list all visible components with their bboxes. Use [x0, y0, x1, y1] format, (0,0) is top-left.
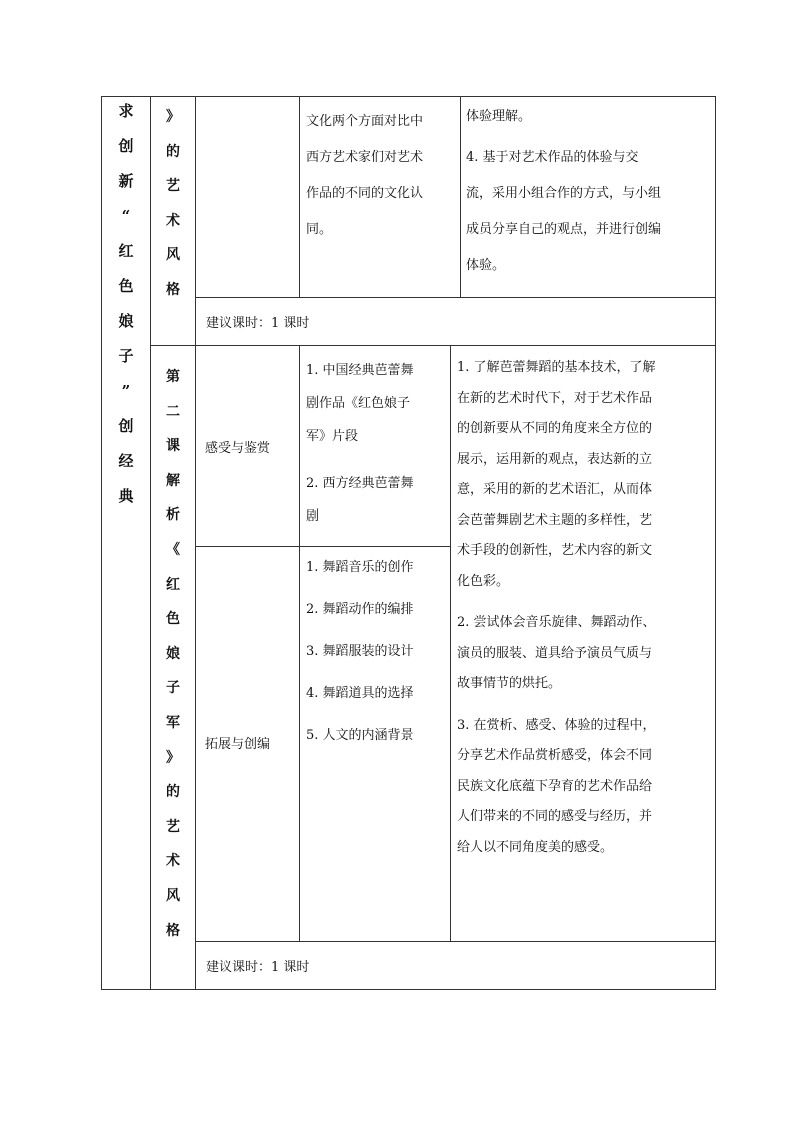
lesson2-goals-cell	[457, 353, 715, 863]
text-line: 西方艺术家们对艺术	[306, 150, 424, 165]
unit-title-char: 求	[118, 102, 134, 120]
text-line: 剧作品《红色娘子	[306, 396, 411, 411]
col-divider-4-top	[460, 96, 461, 297]
lesson2-title-char: 娘	[166, 645, 180, 662]
text-line: 成员分享自己的观点，并进行创编	[466, 222, 662, 237]
list-item: 2. 舞蹈动作的编排	[306, 602, 414, 617]
unit-title-char: 创	[118, 137, 134, 155]
table-border-top	[101, 96, 716, 97]
lesson2-title-char: 术	[166, 853, 180, 870]
text-line: 分享艺术作品赏析感受，体会不同	[457, 748, 653, 763]
text-line: 流，采用小组合作的方式，与小组	[466, 186, 662, 201]
lesson1-content-cell	[306, 104, 458, 248]
text-line: 4. 基于对艺术作品的体验与交	[466, 150, 639, 165]
section-appreciation-content	[306, 354, 450, 533]
text-line: 化色彩。	[457, 573, 510, 589]
lesson2-title-char: 风	[166, 887, 180, 904]
section-appreciation-label: 感受与鉴赏	[205, 441, 271, 456]
lesson2-title-char: 艺	[166, 818, 180, 835]
unit-title-char: 子	[118, 347, 134, 365]
text-line: 演员的服装、道具给予演员气质与	[457, 645, 653, 661]
lesson2-title-column	[151, 370, 195, 958]
text-line: 意，采用的新的艺术语汇，从而体	[457, 482, 653, 497]
list-item: 5. 人文的内涵背景	[306, 728, 414, 743]
lesson2-title-char: 《	[166, 541, 180, 558]
text-line: 2. 尝试体会音乐旋律、舞蹈动作、	[457, 615, 656, 630]
lesson2-title-char: 军	[166, 714, 180, 731]
col-divider-3-bottom	[299, 345, 300, 941]
lesson1-hours: 建议课时：1 课时	[206, 316, 310, 331]
text-line: 3. 在赏析、感受、体验的过程中，	[457, 717, 656, 733]
row-divider-hours-bottom	[195, 941, 716, 942]
row-divider-hours-top	[195, 297, 716, 298]
col-divider-4-bottom	[450, 345, 451, 941]
text-line: 会芭蕾舞剧艺术主题的多样性，艺	[457, 512, 653, 528]
text-line: 故事情节的烘托。	[457, 676, 562, 691]
lesson2-title-char: 二	[166, 403, 180, 420]
unit-title-char: 创	[118, 417, 134, 435]
text-line: 军》片段	[306, 429, 359, 444]
text-line: 术手段的创新性，艺术内容的新文	[457, 543, 653, 558]
unit-title-char: 色	[118, 277, 134, 295]
col-divider-2	[195, 96, 196, 990]
lesson1-title-char: 的	[166, 143, 180, 160]
text-line: 体验。	[466, 258, 506, 273]
text-line: 剧	[306, 509, 320, 524]
list-item: 3. 舞蹈服装的设计	[306, 644, 414, 659]
list-item: 4. 舞蹈道具的选择	[306, 686, 414, 701]
lesson2-title-char: 》	[166, 749, 180, 766]
text-line: 的创新要从不同的角度来全方位的	[457, 421, 653, 436]
text-line: 2. 西方经典芭蕾舞	[306, 476, 414, 491]
table-border-right	[715, 96, 716, 990]
unit-title-char: 经	[118, 452, 134, 470]
lesson2-title-char: 的	[166, 784, 180, 801]
lesson2-title-char: 课	[166, 438, 180, 455]
unit-title-char: 典	[118, 487, 134, 505]
text-line: 文化两个方面对比中	[306, 114, 424, 129]
table-border-bottom	[101, 989, 716, 990]
text-line: 给人以不同角度美的感受。	[457, 839, 614, 855]
lesson1-title-char: 艺	[166, 178, 180, 195]
row-divider-lesson2	[150, 345, 716, 346]
unit-title-char: 新	[118, 172, 134, 190]
lesson1-title-char: 术	[166, 212, 180, 229]
text-line: 展示，运用新的观点，表达新的立	[457, 451, 653, 467]
text-line: 在新的艺术时代下，对于艺术作品	[457, 390, 653, 406]
row-divider-section2	[195, 546, 451, 547]
lesson1-title-column	[151, 110, 195, 318]
unit-title-char: ”	[121, 382, 131, 400]
text-line: 人们带来的不同的感受与经历，并	[457, 809, 653, 824]
unit-title-char: 娘	[118, 312, 134, 330]
lesson2-hours: 建议课时：1 课时	[206, 960, 310, 975]
lesson2-title-char: 析	[166, 507, 180, 524]
lesson2-title-char: 第	[166, 369, 180, 385]
lesson1-title-char: 格	[166, 281, 180, 298]
text-line: 同。	[306, 222, 333, 237]
lesson2-title-char: 子	[166, 680, 180, 697]
list-item: 1. 舞蹈音乐的创作	[306, 560, 414, 575]
lesson2-title-char: 解	[166, 472, 180, 489]
lesson2-title-char: 格	[166, 922, 180, 939]
unit-title-column	[102, 104, 150, 524]
lesson1-title-char: 》	[166, 109, 180, 125]
text-line: 1. 中国经典芭蕾舞	[306, 363, 414, 378]
col-divider-3-top	[299, 96, 300, 297]
section-creation-list	[306, 553, 450, 751]
text-line: 1. 了解芭蕾舞蹈的基本技术，了解	[457, 360, 656, 375]
lesson2-title-char: 色	[166, 611, 180, 628]
text-line: 作品的不同的文化认	[306, 186, 424, 201]
section-creation-label: 拓展与创编	[205, 737, 271, 752]
unit-title-char: “	[121, 207, 131, 225]
text-line: 体验理解。	[466, 109, 532, 124]
unit-title-char: 红	[118, 242, 134, 260]
text-line: 民族文化底蕴下孕育的艺术作品给	[457, 778, 653, 794]
lesson1-goals-cell	[466, 99, 714, 284]
lesson1-title-char: 风	[166, 247, 180, 264]
lesson2-title-char: 红	[166, 576, 180, 593]
